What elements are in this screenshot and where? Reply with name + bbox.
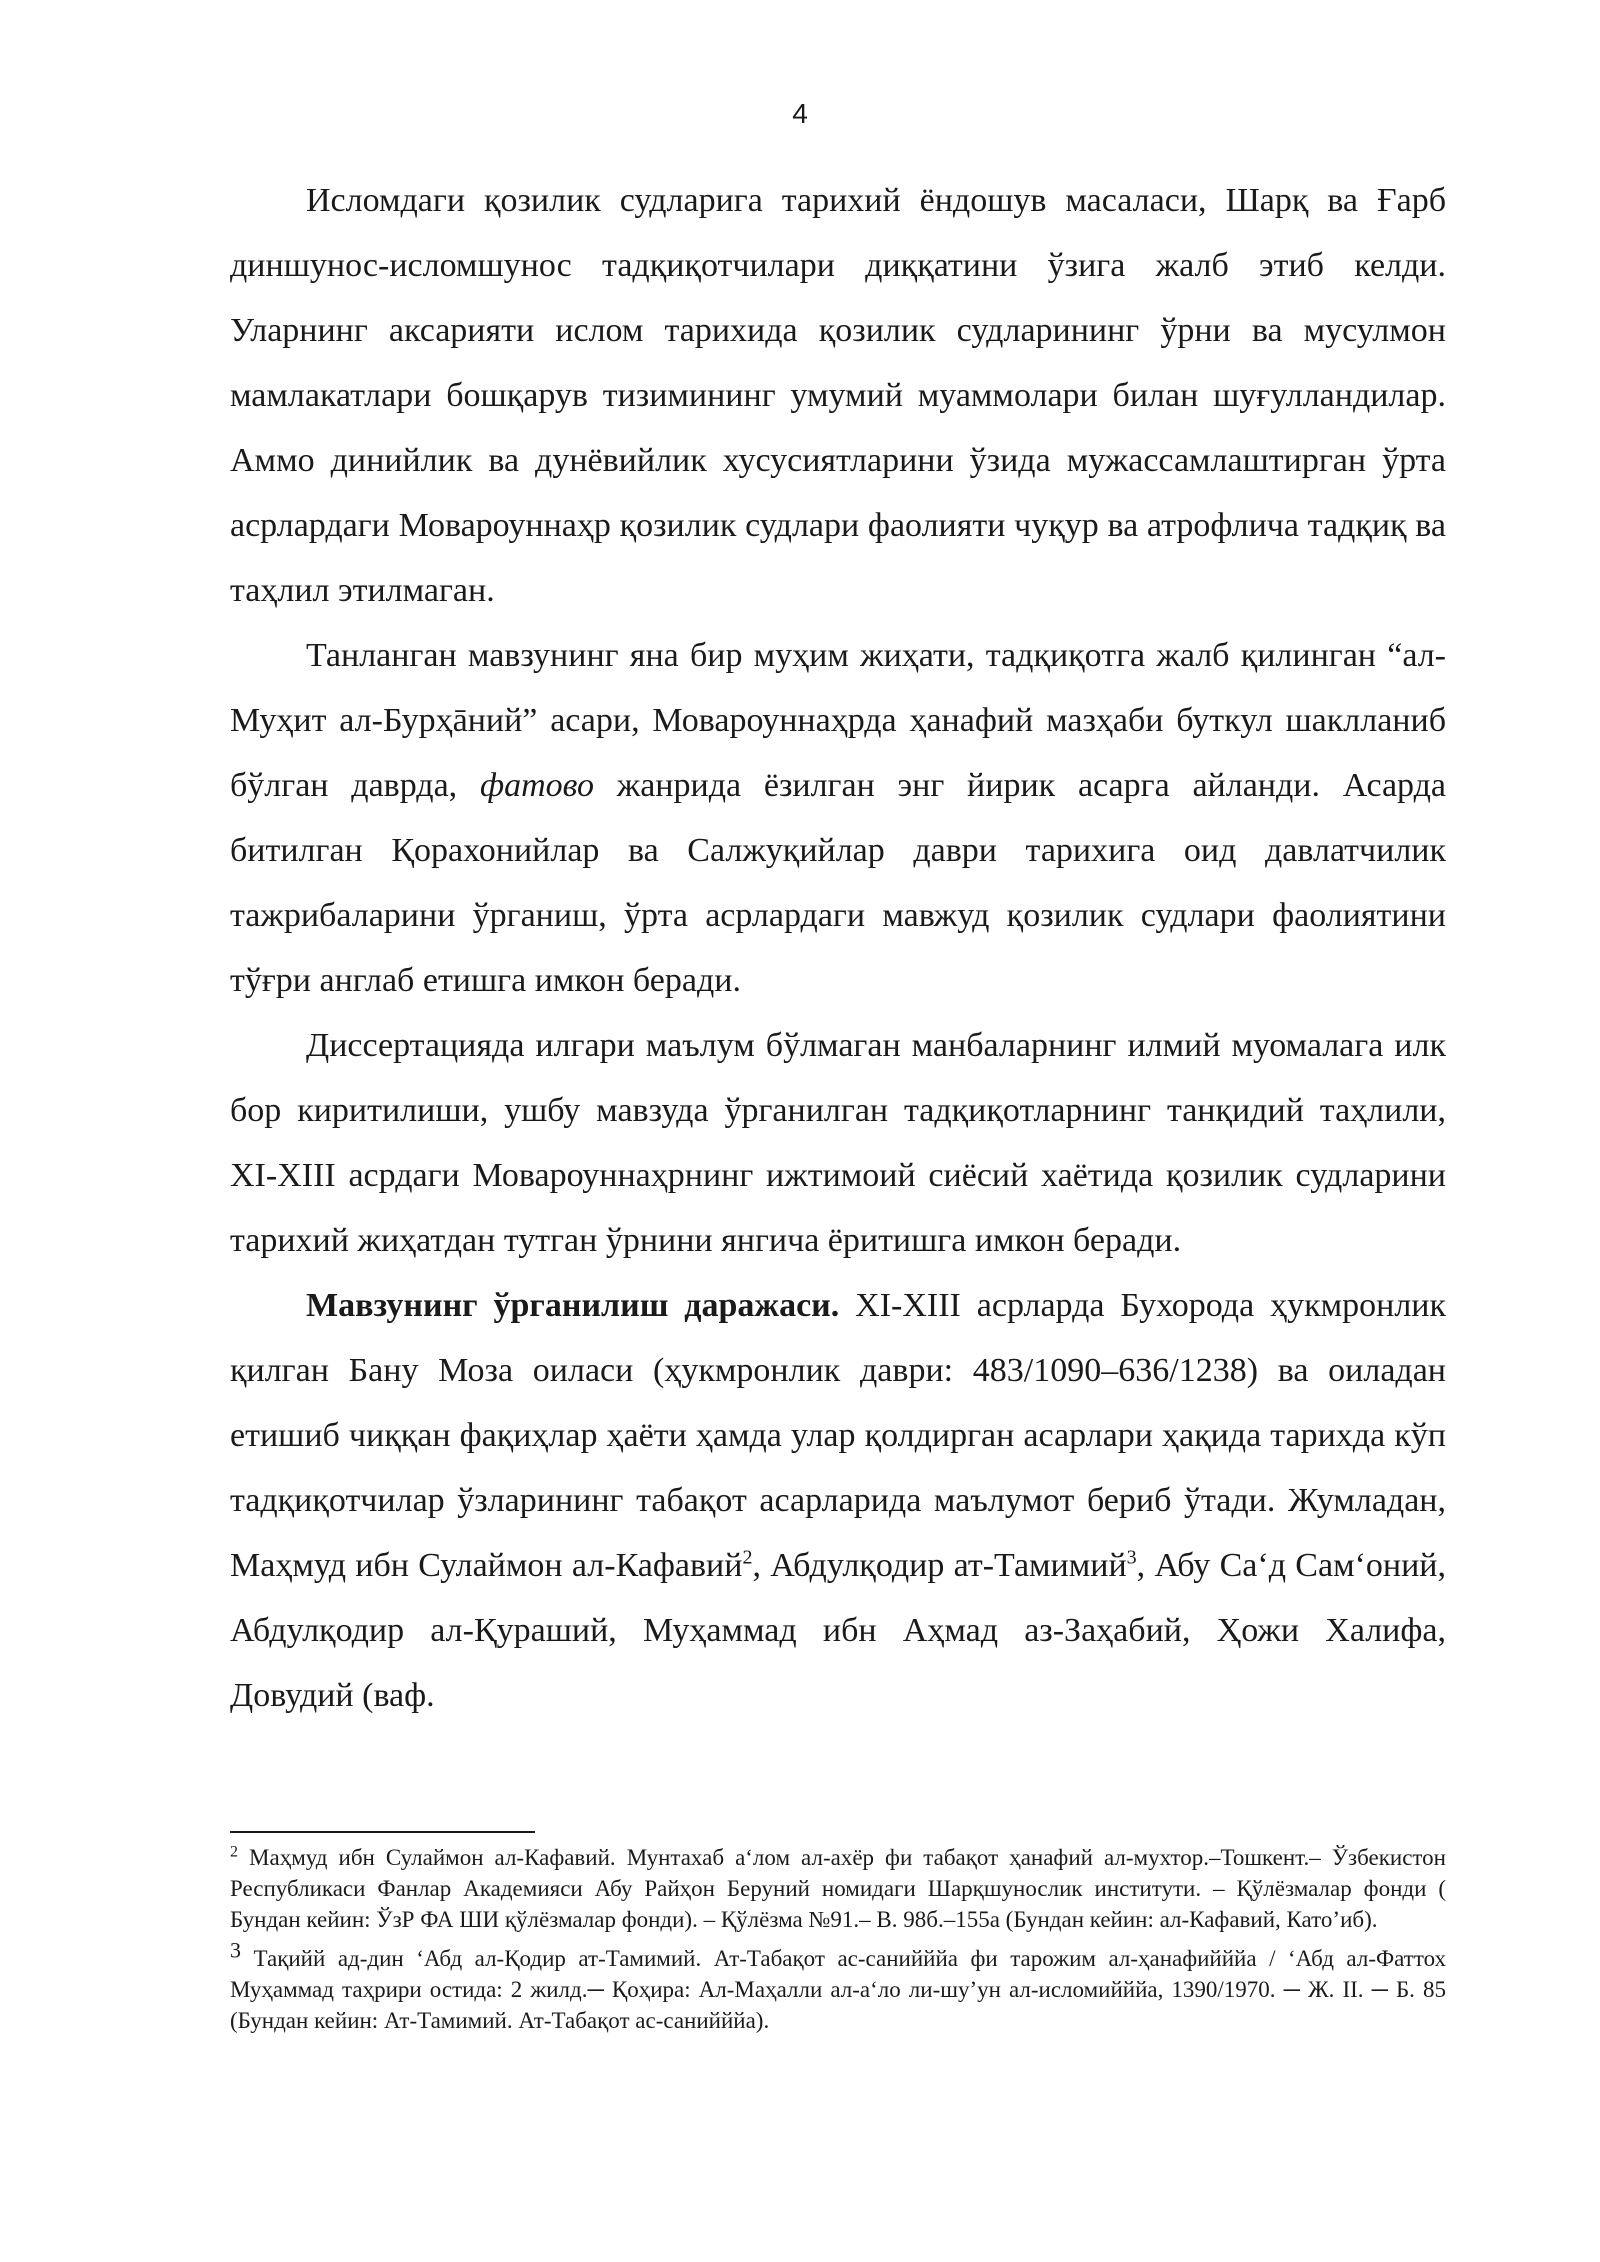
paragraph-4 [230, 1273, 1446, 1728]
footnote-ref-3: 3 [1126, 1546, 1137, 1569]
body-text [230, 168, 1446, 1728]
footnote-2 [230, 1842, 1446, 1935]
paragraph-4-part-c: , Абу Саʻд Самʻоний, Абдулқодир ал-Қураший, Муҳаммад ибн Аҳмад аз-Заҳабий, Ҳожи Халифа, Довудий (ваф. [230, 1547, 1446, 1714]
paragraph-2 [230, 623, 1446, 1013]
paragraph-2-part-a: Танланган мавзунинг яна бир муҳим жиҳати, тадқиқотга жалб қилинган “ал-Муҳит ал-Бурҳāний” асари, Мовароуннаҳрда ҳанафий мазҳаби буткул шаклланиб бўлган даврда, [230, 637, 1446, 804]
paragraph-1: Исломдаги қозилик судларига тарихий ёндошув масаласи, Шарқ ва Ғарб диншунос-исломшунос тадқиқотчилари диққатини ўзига жалб этиб келди. Уларнинг аксарияти ислом тарихида қозилик судларининг ўрни ва мусулмон мамлакатлари бошқарув тизимининг умумий муаммолари билан шуғулландилар. Аммо динийлик ва дунёвийлик хусусиятларини ўзида мужассамлаштирган ўрта асрлардаги Мовароуннаҳр қозилик судлари фаолияти чуқур ва атрофлича тадқиқ ва таҳлил этилмаган. [230, 182, 1446, 609]
footnote-2-mark: 2 [230, 1843, 238, 1861]
paragraph-4-part-b: , Абдулқодир ат-Тамимий [752, 1547, 1127, 1584]
footnote-ref-2: 2 [742, 1546, 753, 1569]
footnote-2-text: Маҳмуд ибн Сулаймон ал-Кафавий. Мунтахаб аʻлом ал-ахёр фи табақот ҳанафий ал-мухтор.–Тошкент.– Ўзбекистон Республикаси Фанлар Академияси Абу Райҳон Беруний номидаги Шарқшунослик институти. – Қўлёзмалар фонди ( Бундан кейин: ЎзР ФА ШИ қўлёзмалар фонди). – Қўлёзма №91.– В. 98б.–155а (Бундан кейин: ал-Кафавий, Катоʼиб). [230, 1845, 1446, 1932]
footnote-3 [230, 1937, 1446, 2036]
footnotes [230, 1842, 1446, 2044]
footnote-3-text: Тақийй ад-дин ʻАбд ал-Қодир ат-Тамимий. Ат-Табақот ас-санийййа фи тарожим ал-ҳанафийййа / ʻАбд ал-Фаттох Муҳаммад таҳрири остида: 2 жилд.─ Қоҳира: Ал-Маҳалли ал-аʻло ли-шуʼун ал-исломийййа, 1390/1970. ─ Ж. II. ─ Б. 85 (Бундан кейин: Ат-Тамимий. Ат-Табақот ас-санийййа). [230, 1946, 1446, 2033]
section-heading: Мавзунинг ўрганилиш даражаси. [306, 1287, 840, 1324]
italic-term: фатово [479, 767, 594, 804]
paragraph-4-part-a: XI-XIII асрларда Бухорода ҳукмронлик қилган Бану Моза оиласи (ҳукмронлик даври: 483/1090–636/1238) ва оиладан етишиб чиққан фақиҳлар ҳаёти ҳамда улар қолдирган асарлари ҳақида тарихда кўп тадқиқотчилар ўзларининг табақот асарларида маълумот бериб ўтади. Жумладан, Маҳмуд ибн Сулаймон ал-Кафавий [230, 1287, 1446, 1584]
page-number: 4 [792, 98, 808, 129]
footnote-separator [230, 1831, 535, 1833]
paragraph-2-part-b: жанрида ёзилган энг йирик асарга айланди. Асарда битилган Қорахонийлар ва Салжуқийлар даври тарихига оид давлатчилик тажрибаларини ўрганиш, ўрта асрлардаги мавжуд қозилик судлари фаолиятини тўғри англаб етишга имкон беради. [230, 767, 1446, 999]
footnote-3-mark: 3 [230, 1937, 241, 1963]
paragraph-3: Диссертацияда илгари маълум бўлмаган манбаларнинг илмий муомалага илк бор киритилиши, ушбу мавзуда ўрганилган тадқиқотларнинг танқидий таҳлили, XI-XIII асрдаги Мовароуннаҳрнинг ижтимоий сиёсий хаётида қозилик судларини тарихий жиҳатдан тутган ўрнини янгича ёритишга имкон беради. [230, 1027, 1446, 1259]
